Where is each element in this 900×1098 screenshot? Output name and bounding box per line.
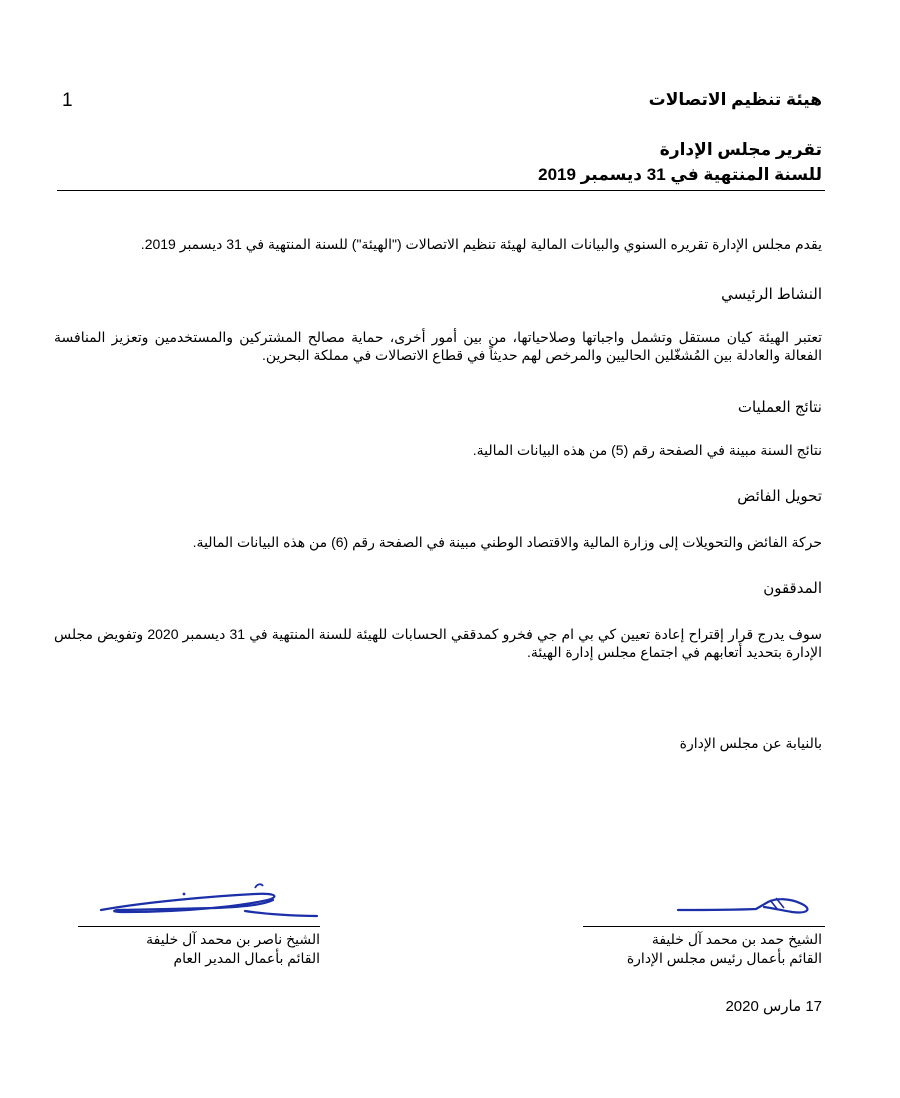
- report-title: تقرير مجلس الإدارة: [659, 140, 822, 159]
- organization-name: هيئة تنظيم الاتصالات: [648, 90, 822, 109]
- signature-left-image: [95, 878, 325, 924]
- signatory-right-name: الشيخ حمد بن محمد آل خليفة: [651, 931, 822, 947]
- signature-left-line: [78, 926, 320, 927]
- section-body-results: نتائج السنة مبينة في الصفحة رقم (5) من هذه البيانات المالية.: [472, 442, 822, 458]
- section-heading-results: نتائج العمليات: [737, 399, 822, 416]
- section-body-auditors: سوف يدرج قرار إقتراح إعادة تعيين كي بي ام جي فخرو كمدققي الحسابات للهيئة للسنة المنتهية في 31 ديسمبر 2020 وتفويض مجلس الإدارة بتحديد أتعابهم في اجتماع مجلس إدارة الهيئة.: [54, 626, 822, 660]
- section-body-surplus: حركة الفائض والتحويلات إلى وزارة المالية والاقتصاد الوطني مبينة في الصفحة رقم (6) من هذه البيانات المالية.: [192, 534, 822, 550]
- report-subtitle: للسنة المنتهية في 31 ديسمبر 2019: [538, 165, 822, 184]
- intro-paragraph: يقدم مجلس الإدارة تقريره السنوي والبيانات المالية لهيئة تنظيم الاتصالات ("الهيئة") للسنة المنتهية في 31 ديسمبر 2019.: [140, 236, 822, 252]
- signature-right-image: [672, 888, 822, 922]
- signatory-left-title: القائم بأعمال المدير العام: [173, 950, 320, 966]
- signature-right-line: [583, 926, 825, 927]
- report-date: 17 مارس 2020: [725, 998, 822, 1015]
- header-divider: [57, 190, 825, 191]
- signatory-right-title: القائم بأعمال رئيس مجلس الإدارة: [626, 950, 822, 966]
- section-heading-surplus: تحويل الفائض: [737, 488, 822, 505]
- section-heading-main-activity: النشاط الرئيسي: [721, 286, 822, 303]
- on-behalf-label: بالنيابة عن مجلس الإدارة: [679, 735, 822, 751]
- signatory-left-name: الشيخ ناصر بن محمد آل خليفة: [146, 931, 320, 947]
- section-heading-auditors: المدققون: [763, 580, 822, 597]
- page-number: 1: [62, 90, 73, 111]
- section-body-main-activity: تعتبر الهيئة كيان مستقل وتشمل واجباتها وصلاحياتها، من بين أمور أخرى، حماية مصالح المشتركين والمستخدمين وتعزيز المنافسة الفعالة والعادلة بين المُشغّلين الحاليين والمرخص لهم حديثاً في قطاع الاتصالات في مملكة البحرين.: [54, 329, 822, 363]
